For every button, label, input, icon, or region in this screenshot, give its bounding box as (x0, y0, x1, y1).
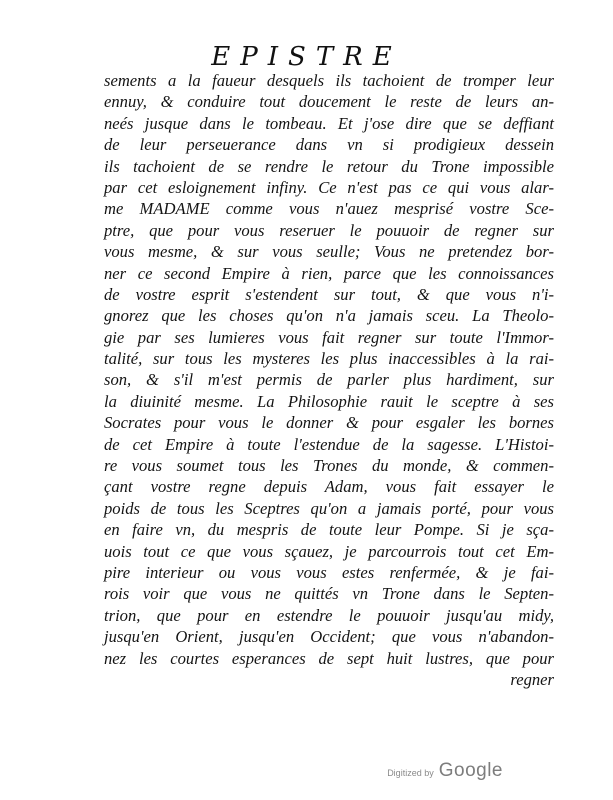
digitized-label: Digitized by (387, 768, 434, 778)
text-line: de cet Empire à toute l'estendue de la sagesse. L'Histoi- (104, 434, 554, 454)
text-line: sements a la faueur desquels ils tachoient de tromper leur (104, 71, 554, 90)
text-line: nez les courtes esperances de sept huit lustres, que pour (104, 648, 554, 668)
text-line: ennuy, & conduire tout doucement le reste de leurs an- (104, 92, 554, 112)
text-line: neés jusque dans le tombeau. Et j'ose dire que se deffiant (104, 113, 554, 133)
text-line: de vostre esprit s'estendent sur tout, & que vous n'i- (104, 284, 554, 304)
text-line: uois tout ce que vous sçauez, je parcourrois tout cet Em- (104, 541, 554, 561)
text-line: me MADAME comme vous n'auez mesprisé vostre Sce- (104, 199, 554, 219)
text-line: pire interieur ou vous vous estes renfermée, & je fai- (104, 562, 554, 582)
text-line: ptre, que pour vous reseruer le pouuoir de regner sur (104, 220, 554, 240)
text-line: rois voir que vous ne quittés vn Trone dans le Septen- (104, 584, 554, 604)
text-line: de leur perseuerance dans vn si prodigieux dessein (104, 135, 554, 155)
digitized-watermark (387, 760, 503, 782)
google-logo: Google (438, 760, 503, 781)
text-line: la diuinité mesme. La Philosophie rauit le sceptre à ses (104, 391, 554, 411)
catchword: regner (510, 669, 554, 689)
text-line: en faire vn, du mespris de toute leur Pompe. Si je sça- (104, 520, 554, 540)
text-line: trion, que pour en estendre le pouuoir jusqu'au midy, (104, 605, 554, 625)
text-line: par cet esloignement infiny. Ce n'est pas ce qui vous alar- (104, 177, 554, 197)
text-line: talité, sur tous les mysteres les plus inaccessibles à la rai- (104, 349, 554, 369)
text-line: gnorez que les choses qu'on n'a jamais sceu. La Theolo- (104, 306, 554, 326)
body-text (104, 70, 554, 690)
text-line: gie par ses lumieres vous fait regner sur toute l'Immor- (104, 327, 554, 347)
text-line: poids de tous les Sceptres qu'on a jamais porté, pour vous (104, 498, 554, 518)
text-line: ils tachoient de se rendre le retour du Trone impossible (104, 156, 554, 176)
text-line: ner ce second Empire à rien, parce que les connoissances (104, 263, 554, 283)
text-line: çant vostre regne depuis Adam, vous fait essayer le (104, 477, 554, 497)
text-line: vous mesme, & sur vous seulle; Vous ne pretendez bor- (104, 242, 554, 262)
running-title: EPISTRE (211, 42, 402, 72)
text-line: re vous soumet tous les Trones du monde, & commen- (104, 456, 554, 476)
text-line: son, & s'il m'est permis de parler plus hardiment, sur (104, 370, 554, 390)
text-line: Socrates pour vous le donner & pour esgaler les bornes (104, 413, 554, 433)
text-line: jusqu'en Orient, jusqu'en Occident; que vous n'abandon- (104, 627, 554, 647)
